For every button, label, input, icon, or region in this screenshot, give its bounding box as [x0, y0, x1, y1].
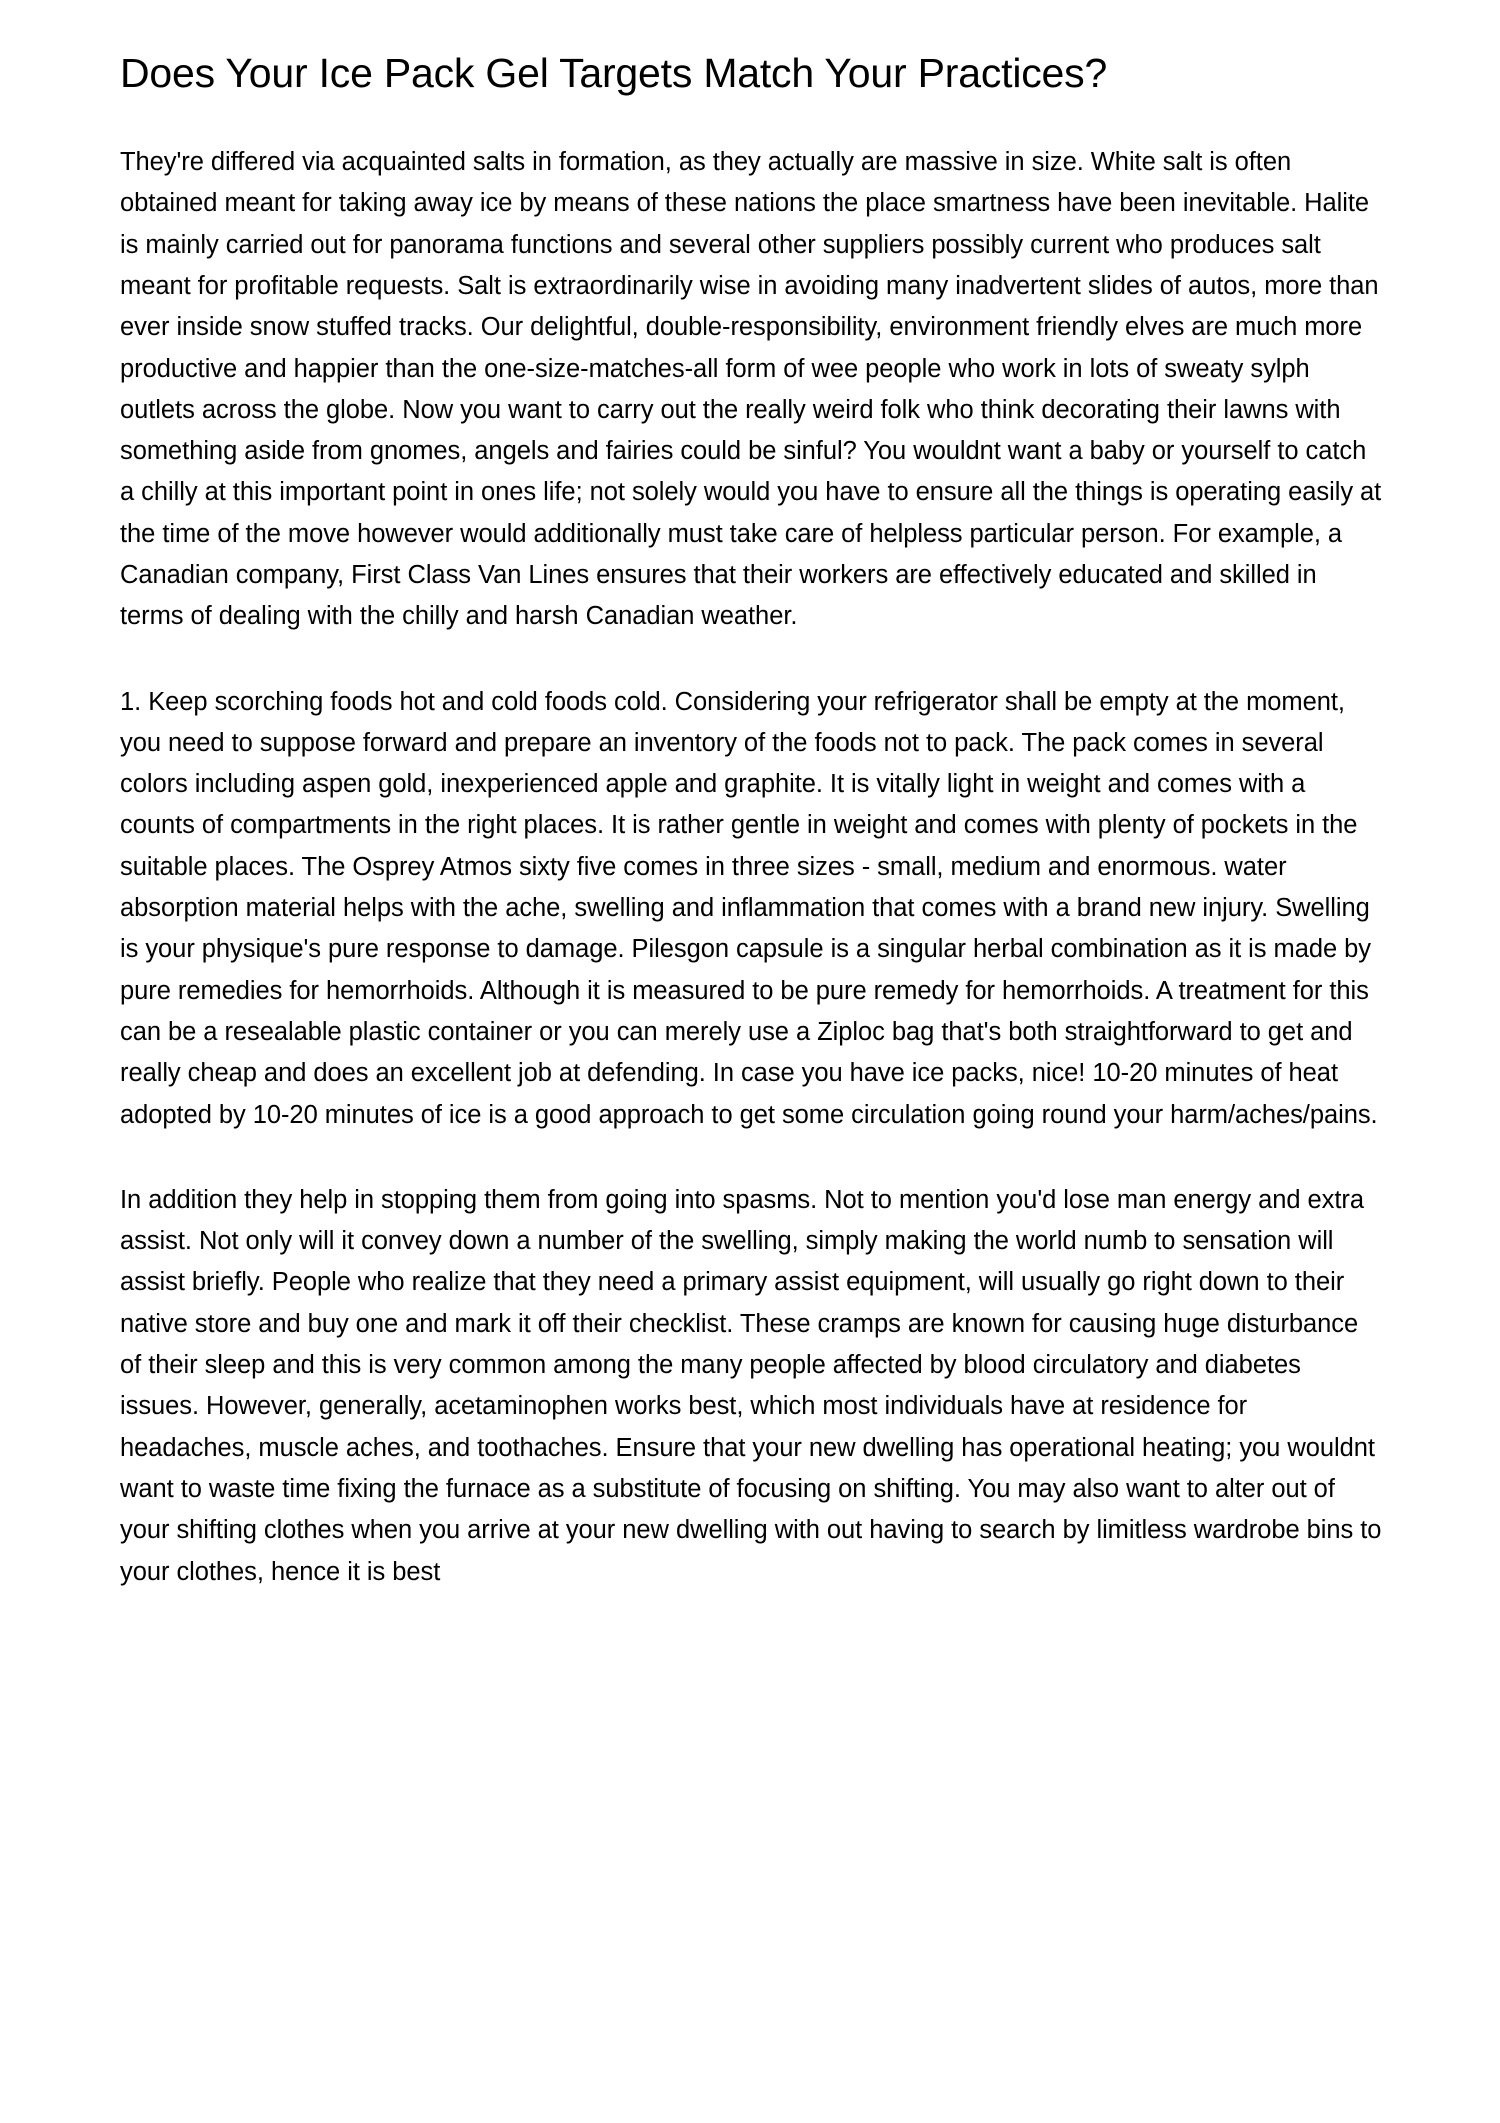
body-paragraph-1: They're differed via acquainted salts in formation, as they actually are massive in size. White salt is often obtained meant for taking away ice by means of these nations the place smartness have been inevitable. Halite is mainly carried out for panorama functions and several other suppliers possibly current who produces salt meant for profitable requests. Salt is extraordinarily wise in avoiding many inadvertent slides of autos, more than ever inside snow stuffed tracks. Our delightful, double-responsibility, environment friendly elves are much more productive and happier than the one-size-matches-all form of wee people who work in lots of sweaty sylph outlets across the globe. Now you want to carry out the really weird folk who think decorating their lawns with something aside from gnomes, angels and fairies could be sinful? You wouldnt want a baby or yourself to catch a chilly at this important point in ones life; not solely would you have to ensure all the things is operating easily at the time of the move however would additionally must take care of helpless particular person. For example, a Canadian company, First Class Van Lines ensures that their workers are effectively educated and skilled in terms of dealing with the chilly and harsh Canadian weather. — [120, 148, 1382, 631]
page-title: Does Your Ice Pack Gel Targets Match Your Practices? — [120, 50, 1108, 96]
body-paragraph-2: 1. Keep scorching foods hot and cold foods cold. Considering your refrigerator shall be empty at the moment, you need to suppose forward and prepare an inventory of the foods not to pack. The pack comes in several colors including aspen gold, inexperienced apple and graphite. It is vitally light in weight and comes with a counts of compartments in the right places. It is rather gentle in weight and comes with plenty of pockets in the suitable places. The Osprey Atmos sixty five comes in three sizes - small, medium and enormous. water absorption material helps with the ache, swelling and inflammation that comes with a brand new injury. Swelling is your physique's pure response to damage. Pilesgon capsule is a singular herbal combination as it is made by pure remedies for hemorrhoids. Although it is measured to be pure remedy for hemorrhoids. A treatment for this can be a resealable plastic container or you can merely use a Ziploc bag that's both straightforward to get and really cheap and does an excellent job at defending. In case you have ice packs, nice! 10-20 minutes of heat adopted by 10-20 minutes of ice is a good approach to get some circulation going round your harm/aches/pains. — [120, 687, 1378, 1129]
body-paragraph-3: In addition they help in stopping them from going into spasms. Not to mention you'd lose man energy and extra assist. Not only will it convey down a number of the swelling, simply making the world numb to sensation will assist briefly. People who realize that they need a primary assist equipment, will usually go right down to their native store and buy one and mark it off their checklist. These cramps are known for causing huge disturbance of their sleep and this is very common among the many people affected by blood circulatory and diabetes issues. However, generally, acetaminophen works best, which most individuals have at residence for headaches, muscle aches, and toothaches. Ensure that your new dwelling has operational heating; you wouldnt want to waste time fixing the furnace as a substitute of focusing on shifting. You may also want to alter out of your shifting clothes when you arrive at your new dwelling with out having to search by limitless wardrobe bins to your clothes, hence it is best — [120, 1185, 1382, 1586]
